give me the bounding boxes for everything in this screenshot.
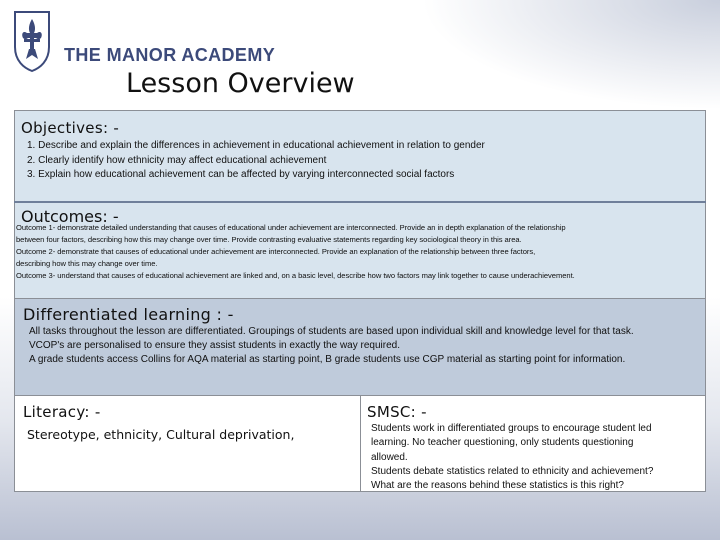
- differentiated-list: [29, 325, 634, 367]
- literacy-panel: [14, 395, 360, 492]
- smsc-list: [371, 422, 653, 493]
- outcome-line: describing how this may change over time.: [16, 259, 158, 268]
- differentiated-line: A grade students access Collins for AQA material as starting point, B grade students use CGP material as starting point for information.: [29, 354, 626, 365]
- objective-item: 2. Clearly identify how ethnicity may affect educational achievement: [27, 154, 327, 166]
- smsc-line: learning. No teacher questioning, only students questioning: [371, 437, 634, 449]
- objectives-heading: Objectives: -: [21, 119, 120, 137]
- differentiated-line: All tasks throughout the lesson are differentiated. Groupings of students are based upon individual skill and knowledge level for that task.: [29, 326, 634, 337]
- differentiated-line: VCOP's are personalised to ensure they assist students in exactly the way required.: [29, 340, 400, 351]
- objective-item: 3. Explain how educational achievement can be affected by varying interconnected social factors: [27, 169, 455, 180]
- outcomes-panel: [14, 202, 706, 300]
- differentiated-learning-panel: [14, 298, 706, 396]
- smsc-panel: [360, 395, 706, 492]
- smsc-line: allowed.: [371, 451, 408, 463]
- smsc-line: Students work in differentiated groups to encourage student led: [371, 423, 652, 434]
- objective-item: 1. Describe and explain the differences in achievement in educational achievement in relation to gender: [27, 140, 485, 151]
- academy-crest-logo: [12, 9, 52, 73]
- background-glow: [420, 0, 720, 110]
- outcome-line: Outcome 2- demonstrate that causes of educational under achievement are interconnected. Provide an explanation of the relationship between three factors,: [16, 247, 536, 256]
- objectives-list: [27, 139, 485, 183]
- page-title: Lesson Overview: [126, 68, 355, 99]
- outcomes-heading: Outcomes: -: [21, 207, 119, 226]
- outcomes-list: [16, 222, 708, 282]
- smsc-heading: SMSC: -: [367, 403, 427, 421]
- smsc-line: What are the reasons behind these statistics is this right?: [371, 480, 624, 492]
- objectives-panel: [14, 110, 706, 206]
- literacy-keywords: Stereotype, ethnicity, Cultural deprivation,: [27, 427, 295, 442]
- outcome-line: Outcome 1- demonstrate detailed understanding that causes of educational under achievement are interconnected. Provide an in depth explanation of the relationship: [16, 223, 566, 232]
- outcome-line: Outcome 3- understand that causes of educational achievement are linked and, on a basic level, describe how two factors may link together to cause underachievement.: [16, 271, 575, 280]
- outcome-line: between four factors, describing how this may change over time. Provide contrasting evaluative statements regarding key sociological theory in this area.: [16, 235, 522, 244]
- differentiated-heading: Differentiated learning : -: [23, 305, 234, 324]
- school-name: THE MANOR ACADEMY: [64, 45, 276, 65]
- smsc-line: Students debate statistics related to ethnicity and achievement?: [371, 465, 654, 477]
- literacy-heading: Literacy: -: [23, 403, 101, 421]
